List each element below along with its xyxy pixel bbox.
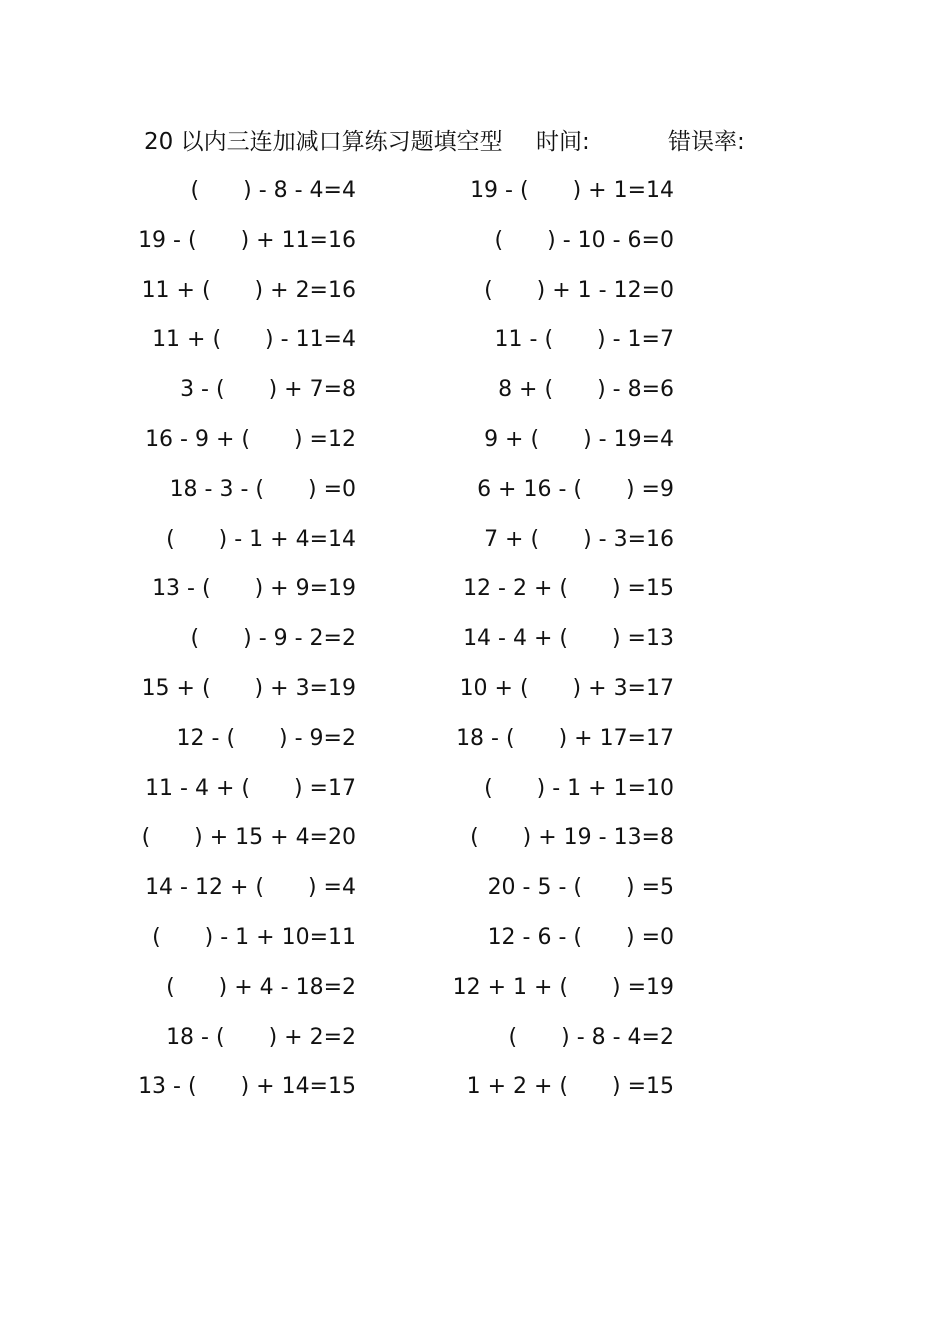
- exercise-right: 9 + ( ) - 19=4: [484, 426, 674, 452]
- exercise-row: [0, 422, 950, 472]
- exercise-row: [0, 173, 950, 223]
- exercise-right: 11 - ( ) - 1=7: [494, 327, 674, 353]
- exercise-right: 20 - 5 - ( ) =5: [487, 875, 674, 901]
- worksheet-title: 20 以内三连加减口算练习题填空型: [144, 129, 503, 155]
- exercise-row: [0, 372, 950, 422]
- exercise-right: 18 - ( ) + 17=17: [456, 725, 674, 751]
- exercise-right: ( ) - 1 + 1=10: [484, 775, 674, 801]
- exercise-row: [0, 820, 950, 870]
- exercise-left: 19 - ( ) + 11=16: [138, 227, 356, 253]
- exercise-row: [0, 322, 950, 372]
- exercise-left: 13 - ( ) + 14=15: [138, 1074, 356, 1100]
- exercise-left: 12 - ( ) - 9=2: [176, 725, 356, 751]
- exercise-left: ( ) + 15 + 4=20: [141, 825, 356, 851]
- exercise-right: 10 + ( ) + 3=17: [459, 675, 674, 701]
- exercise-right: 12 - 6 - ( ) =0: [487, 924, 674, 950]
- exercise-right: 12 - 2 + ( ) =15: [463, 576, 674, 602]
- exercise-right: 14 - 4 + ( ) =13: [463, 626, 674, 652]
- exercise-row: [0, 970, 950, 1020]
- exercise-right: ( ) - 10 - 6=0: [494, 227, 674, 253]
- exercise-right: ( ) - 8 - 4=2: [508, 1024, 674, 1050]
- exercise-left: 18 - 3 - ( ) =0: [169, 476, 356, 502]
- exercise-left: 11 + ( ) + 2=16: [141, 277, 356, 303]
- exercise-left: 11 + ( ) - 11=4: [152, 327, 356, 353]
- exercise-row: [0, 1069, 950, 1119]
- error-rate-label: 错误率:: [668, 129, 745, 155]
- exercise-left: 3 - ( ) + 7=8: [180, 377, 356, 403]
- exercise-row: [0, 1020, 950, 1070]
- exercise-left: ( ) - 1 + 4=14: [166, 526, 356, 552]
- exercise-left: 16 - 9 + ( ) =12: [145, 426, 356, 452]
- exercise-left: 14 - 12 + ( ) =4: [145, 875, 356, 901]
- exercise-left: 13 - ( ) + 9=19: [152, 576, 356, 602]
- exercise-row: [0, 621, 950, 671]
- exercise-left: 15 + ( ) + 3=19: [141, 675, 356, 701]
- time-label: 时间:: [536, 129, 590, 155]
- exercise-row: [0, 671, 950, 721]
- exercise-right: 19 - ( ) + 1=14: [470, 178, 674, 203]
- exercise-row: [0, 472, 950, 522]
- exercise-left: ( ) + 4 - 18=2: [166, 974, 356, 1000]
- exercise-left: 11 - 4 + ( ) =17: [145, 775, 356, 801]
- exercise-grid: [0, 173, 950, 1119]
- exercise-row: [0, 920, 950, 970]
- exercise-row: [0, 273, 950, 323]
- exercise-left: ( ) - 8 - 4=4: [190, 178, 356, 203]
- exercise-row: [0, 721, 950, 771]
- exercise-left: 18 - ( ) + 2=2: [166, 1024, 356, 1050]
- exercise-left: ( ) - 1 + 10=11: [152, 924, 356, 950]
- exercise-row: [0, 223, 950, 273]
- exercise-row: [0, 771, 950, 821]
- exercise-right: 7 + ( ) - 3=16: [484, 526, 674, 552]
- exercise-right: ( ) + 19 - 13=8: [470, 825, 674, 851]
- exercise-right: ( ) + 1 - 12=0: [484, 277, 674, 303]
- exercise-row: [0, 571, 950, 621]
- exercise-right: 1 + 2 + ( ) =15: [466, 1074, 674, 1100]
- exercise-right: 6 + 16 - ( ) =9: [477, 476, 674, 502]
- exercise-right: 8 + ( ) - 8=6: [498, 377, 674, 403]
- exercise-left: ( ) - 9 - 2=2: [190, 626, 356, 652]
- exercise-row: [0, 870, 950, 920]
- exercise-row: [0, 522, 950, 572]
- exercise-right: 12 + 1 + ( ) =19: [452, 974, 674, 1000]
